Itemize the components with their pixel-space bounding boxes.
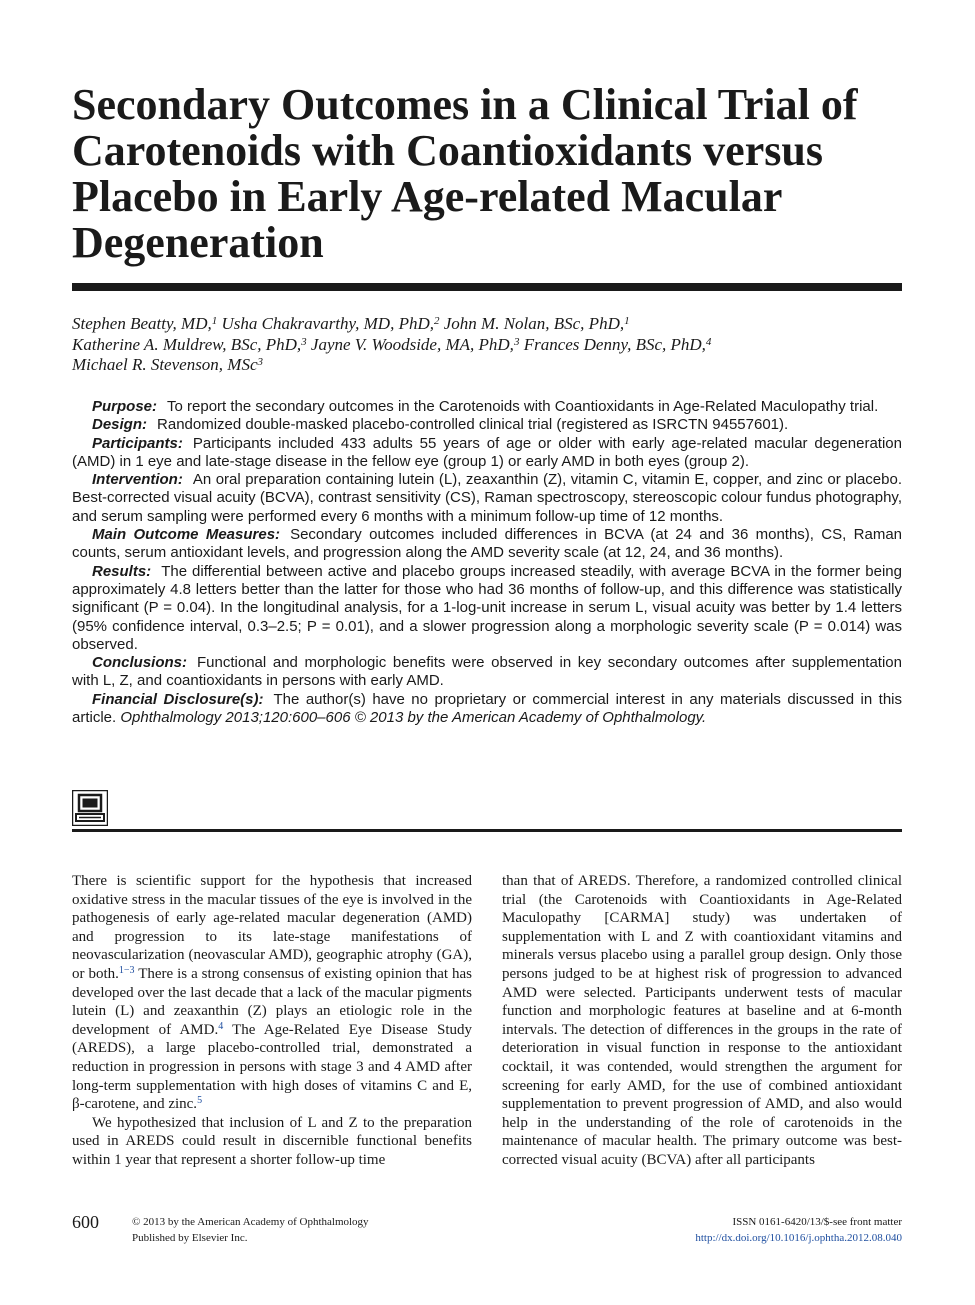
affiliation-mark: 1 [211,315,218,327]
abstract-intervention [72,471,902,526]
author: Stephen Beatty, MD, [72,314,212,333]
section-text: Participants included 433 adults 55 years of age or older with early age-related macular degeneration (AMD) in 1 eye and late-stage disease in the fellow eye (group 1) or early AMD in both eyes (group 2). [72,434,902,470]
section-label: Main Outcome Measures: [92,526,281,544]
author: Jayne V. Woodside, MA, PhD, [310,334,514,354]
doi-link[interactable]: http://dx.doi.org/10.1016/j.ophtha.2012.08.040 [695,1231,902,1244]
section-label: Financial Disclosure(s): [92,690,264,708]
abstract-measures [72,526,902,563]
affiliation-mark: 3 [257,356,264,368]
copyright-text: © 2013 by the American Academy of Ophthalmology [132,1216,369,1228]
affiliation-mark: 3 [301,335,307,348]
section-label: Participants: [92,434,183,452]
abstract-participants [72,435,902,472]
abstract-conclusions [72,654,902,691]
section-text: Functional and morphologic benefits were observed in key secondary outcomes after supplementation with L, Z, and coantioxidants in persons with early AMD. [72,654,902,690]
reference-link[interactable]: 5 [197,1095,203,1107]
affiliation-mark: 2 [433,315,440,327]
footer-left [132,1215,369,1246]
body-paragraph: than that of AREDS. Therefore, a randomized controlled clinical trial (the Carotenoids with Coantioxidants in Age-Related Maculopathy [CARMA] study) was undertaken of supplementation with L and Z with coantioxidant vitamins and minerals versus placebo using a parallel group design. Only those persons judged to be at highest risk of progression to advanced AMD were selected. Participants underwent tests of macular function and morphologic features at baseline and at 6-month intervals. The detection of differences in the groups in the rate of deterioration in visual function in response to the antioxidant cocktail, it was contended, would strengthen the argument for screening for early AMD, for the use of combined antioxidant supplementation to prevent progression of AMD, and also would help in the understanding of the role of carotenoids in the maintenance of macular health. The primary outcome was best-corrected visual acuity (BCVA) after all participants [502,873,902,1168]
section-text: Secondary outcomes included differences in BCVA (at 24 and 36 months), CS, Raman counts, serum antioxidant levels, and progression along the AMD severity scale (at 12, 24, and 36 months). [72,526,902,562]
affiliation-mark: 3 [513,335,520,348]
journal-citation: Ophthalmology 2013;120:600–606 © 2013 by the American Academy of Ophthalmology. [120,709,707,727]
paragraph-text: There is scientific support for the hypothesis that increased oxidative stress in the macular tissues of the eye is involved in the pathogenesis of early age-related macular degeneration (AMD) and progression to its late-stage manifestations of neovascularization (neovascular AMD), geographic atrophy (GA), or both. [72,873,472,982]
computer-icon[interactable] [72,790,108,826]
author: Usha Chakravarthy, MD, PhD, [221,314,434,333]
section-label: Design: [92,416,148,434]
body-column-right [502,872,902,1170]
abstract [72,398,902,727]
author: Frances Denny, BSc, PhD, [523,334,706,354]
section-label: Purpose: [92,398,158,415]
author: John M. Nolan, BSc, PhD, [443,314,625,333]
section-text: Randomized double-masked placebo-controlled clinical trial (registered as ISRCTN 94557601). [157,416,789,434]
footer-right [695,1215,902,1246]
publisher-text: Published by Elsevier Inc. [132,1231,248,1244]
author-list [72,314,902,376]
abstract-rule [72,829,902,832]
reference-link[interactable]: 4 [218,1020,224,1032]
section-text: To report the secondary outcomes in the Carotenoids with Coantioxidants in Age-Related Maculopathy trial. [167,398,879,415]
paragraph-text: The Age-Related Eye Disease Study (AREDS), a large placebo-controlled trial, demonstrated a reduction in progression in persons with stage 3 and 4 AMD after long-term supplementation with high doses of vitamins C and E, β-carotene, and zinc. [72,1021,472,1113]
body-paragraph [72,872,472,1114]
section-label: Intervention: [92,471,183,489]
title-rule [72,283,902,291]
section-label: Results: [92,562,152,580]
paragraph-text: There is a strong consensus of existing opinion that has developed over the last decade that a lack of the macular pigments lutein (L) and zeaxanthin (Z) plays an etiologic role in the development of AMD. [72,965,472,1038]
author: Katherine A. Muldrew, BSc, PhD, [72,334,302,354]
affiliation-mark: 4 [705,335,712,348]
author: Michael R. Stevenson, MSc [72,355,258,374]
abstract-results [72,563,902,654]
page-number: 600 [72,1212,99,1232]
section-text: The differential between active and placebo groups increased steadily, with average BCVA in the former being approximately 4.8 letters better than the latter for those who had 36 months of follow-up, and this difference was statistically significant (P = 0.04). In the longitudinal analysis, for a 1-log-unit increase in serum L, visual acuity was better by 1.4 letters (95% confidence interval, 0.3–2.5; P = 0.01), and a slower progression along a morphologic severity scale (P = 0.014) was observed. [72,562,902,653]
reference-link[interactable]: 1−3 [118,964,135,976]
abstract-disclosure [72,691,902,728]
abstract-design [72,416,902,434]
body-paragraph: We hypothesized that inclusion of L and Z to the preparation used in AREDS could result in discernible functional benefits within 1 year that represent a shorter follow-up time [72,1114,472,1168]
article-title: Secondary Outcomes in a Clinical Trial of Carotenoids with Coantioxidants versus Placebo in Early Age-related Macular Degeneration [72,80,858,267]
affiliation-mark: 1 [624,315,630,327]
section-text: The author(s) have no proprietary or commercial interest in any materials discussed in this article. [72,690,902,727]
abstract-purpose [72,398,902,416]
body-column-left [72,872,472,1170]
section-label: Conclusions: [92,654,188,672]
issn-text: ISSN 0161-6420/13/$-see front matter [732,1216,902,1228]
section-text: An oral preparation containing lutein (L), zeaxanthin (Z), vitamin C, vitamin E, copper, and zinc or placebo. Best-corrected visual acuity (BCVA), contrast sensitivity (CS), Raman spectroscopy, stereoscopic colour fundus photography, and serum sampling were performed every 6 months with a minimum follow-up time of 12 months. [72,471,902,525]
